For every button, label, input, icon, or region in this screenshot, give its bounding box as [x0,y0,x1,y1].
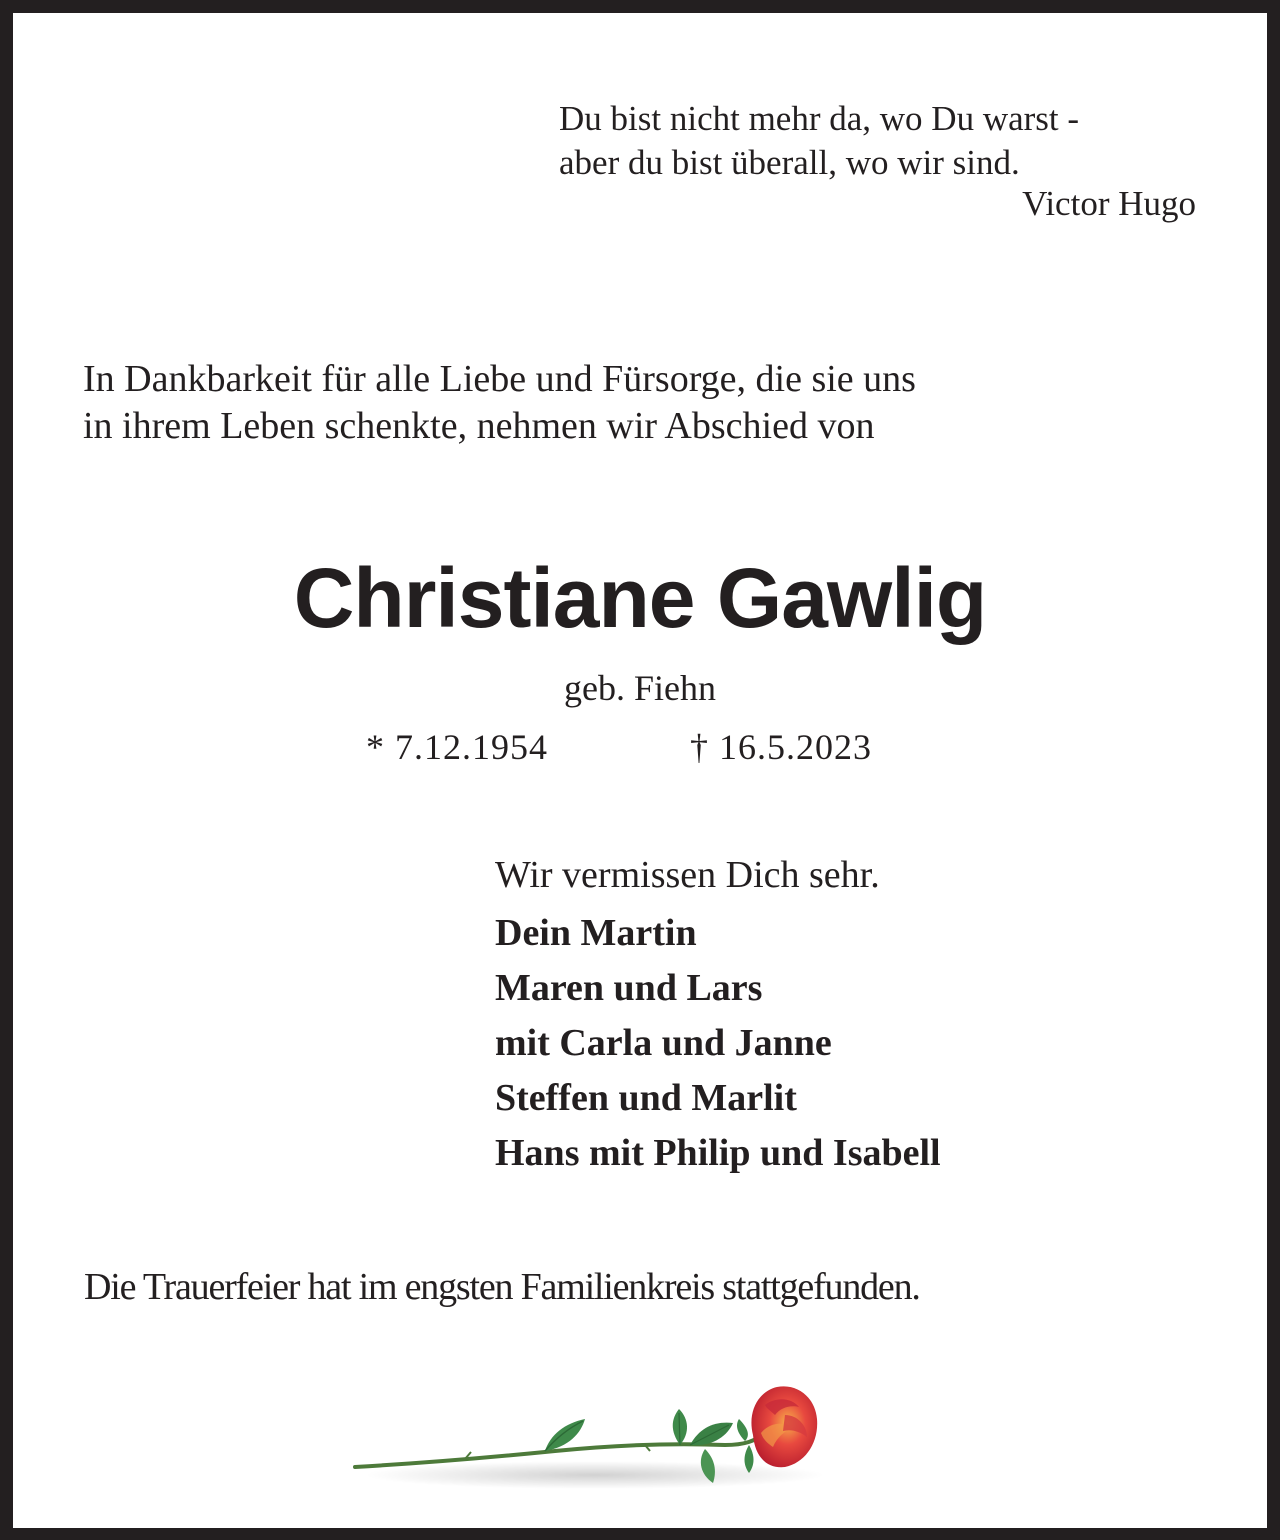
maiden-name: geb. Fiehn [564,668,716,708]
intro-line-2: in ihrem Leben schenkte, nehmen wir Abschied von [83,405,875,447]
intro-line-1: In Dankbarkeit für alle Liebe und Fürsorge, die sie uns [83,358,916,400]
quote [559,97,1079,185]
life-dates [0,725,1280,769]
quote-author: Victor Hugo [1022,184,1196,223]
deceased-name: Christiane Gawlig [293,551,987,645]
mourner-name: mit Carla und Janne [495,1022,832,1064]
death-date: † 16.5.2023 [690,727,872,767]
red-rose-icon [345,1375,825,1515]
quote-line-1: Du bist nicht mehr da, wo Du warst - [559,99,1080,138]
mourners-message: Wir vermissen Dich sehr. [495,854,880,896]
quote-line-2: aber du bist überall, wo wir sind. [559,143,1020,182]
funeral-note: Die Trauerfeier hat im engsten Familienkreis stattgefunden. [84,1266,920,1308]
birth-date: * 7.12.1954 [366,727,548,767]
mourner-name: Dein Martin [495,912,697,954]
mourner-name: Maren und Lars [495,967,763,1009]
intro-text [83,356,916,450]
mourner-name: Hans mit Philip und Isabell [495,1132,941,1174]
mourners-block [495,850,941,1181]
mourner-name: Steffen und Marlit [495,1077,797,1119]
